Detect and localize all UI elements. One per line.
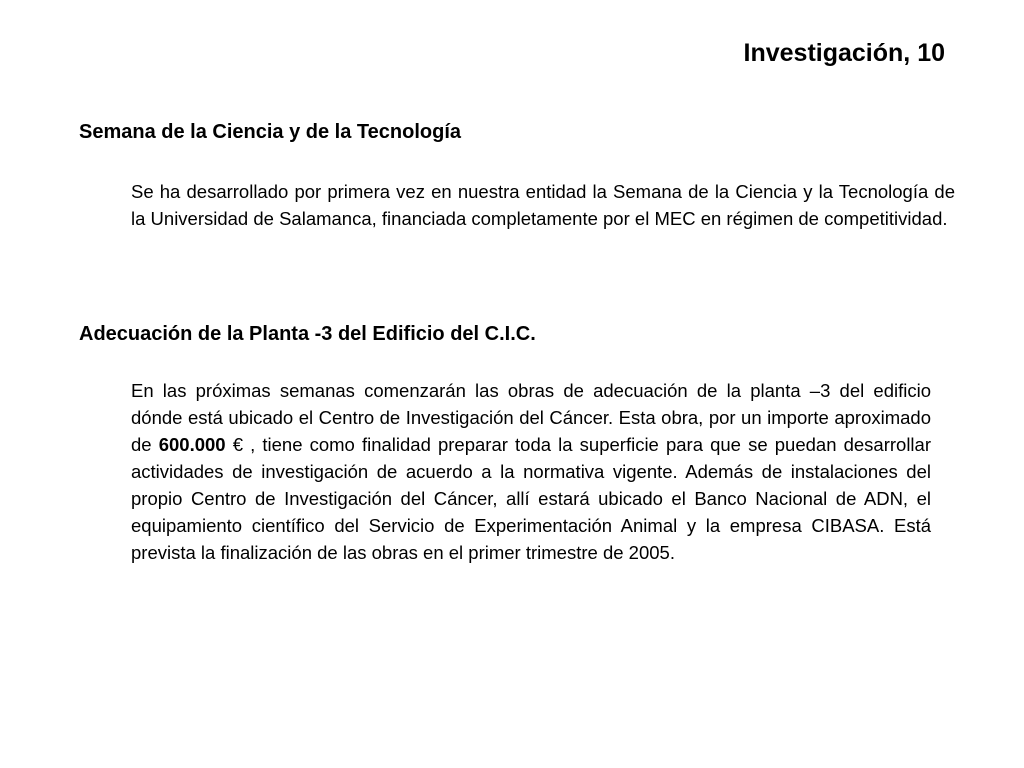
- amount-value: 600.000: [158, 434, 226, 455]
- body-text-after-amount: € , tiene como finalidad preparar toda la superficie para que se puedan desarrollar actividades de investigación de acuerdo a la normativa vigente. Además de instalaciones del propio Centro de Investigación del Cáncer, allí estará ubicado el Banco Nacional de ADN, el equipamiento científico del Servicio de Experimentación Animal y la empresa CIBASA. Está prevista la finalización de las obras en el primer trimestre de 2005.: [131, 434, 931, 563]
- section-heading-adecuacion-planta: Adecuación de la Planta -3 del Edificio del C.I.C.: [79, 323, 536, 345]
- section-body-adecuacion-planta: [131, 377, 931, 566]
- body-text-before-amount: En las próximas semanas comenzarán las obras de adecuación de la planta –3 del edificio dónde está ubicado el Centro de Investigación del Cáncer. Esta obra, por un importe aproximado de: [131, 380, 931, 455]
- page-title: Investigación, 10: [743, 39, 945, 67]
- section-heading-semana-ciencia: Semana de la Ciencia y de la Tecnología: [79, 121, 461, 143]
- section-body-semana-ciencia: Se ha desarrollado por primera vez en nuestra entidad la Semana de la Ciencia y la Tecnología de la Universidad de Salamanca, financiada completamente por el MEC en régimen de competitividad.: [131, 181, 955, 229]
